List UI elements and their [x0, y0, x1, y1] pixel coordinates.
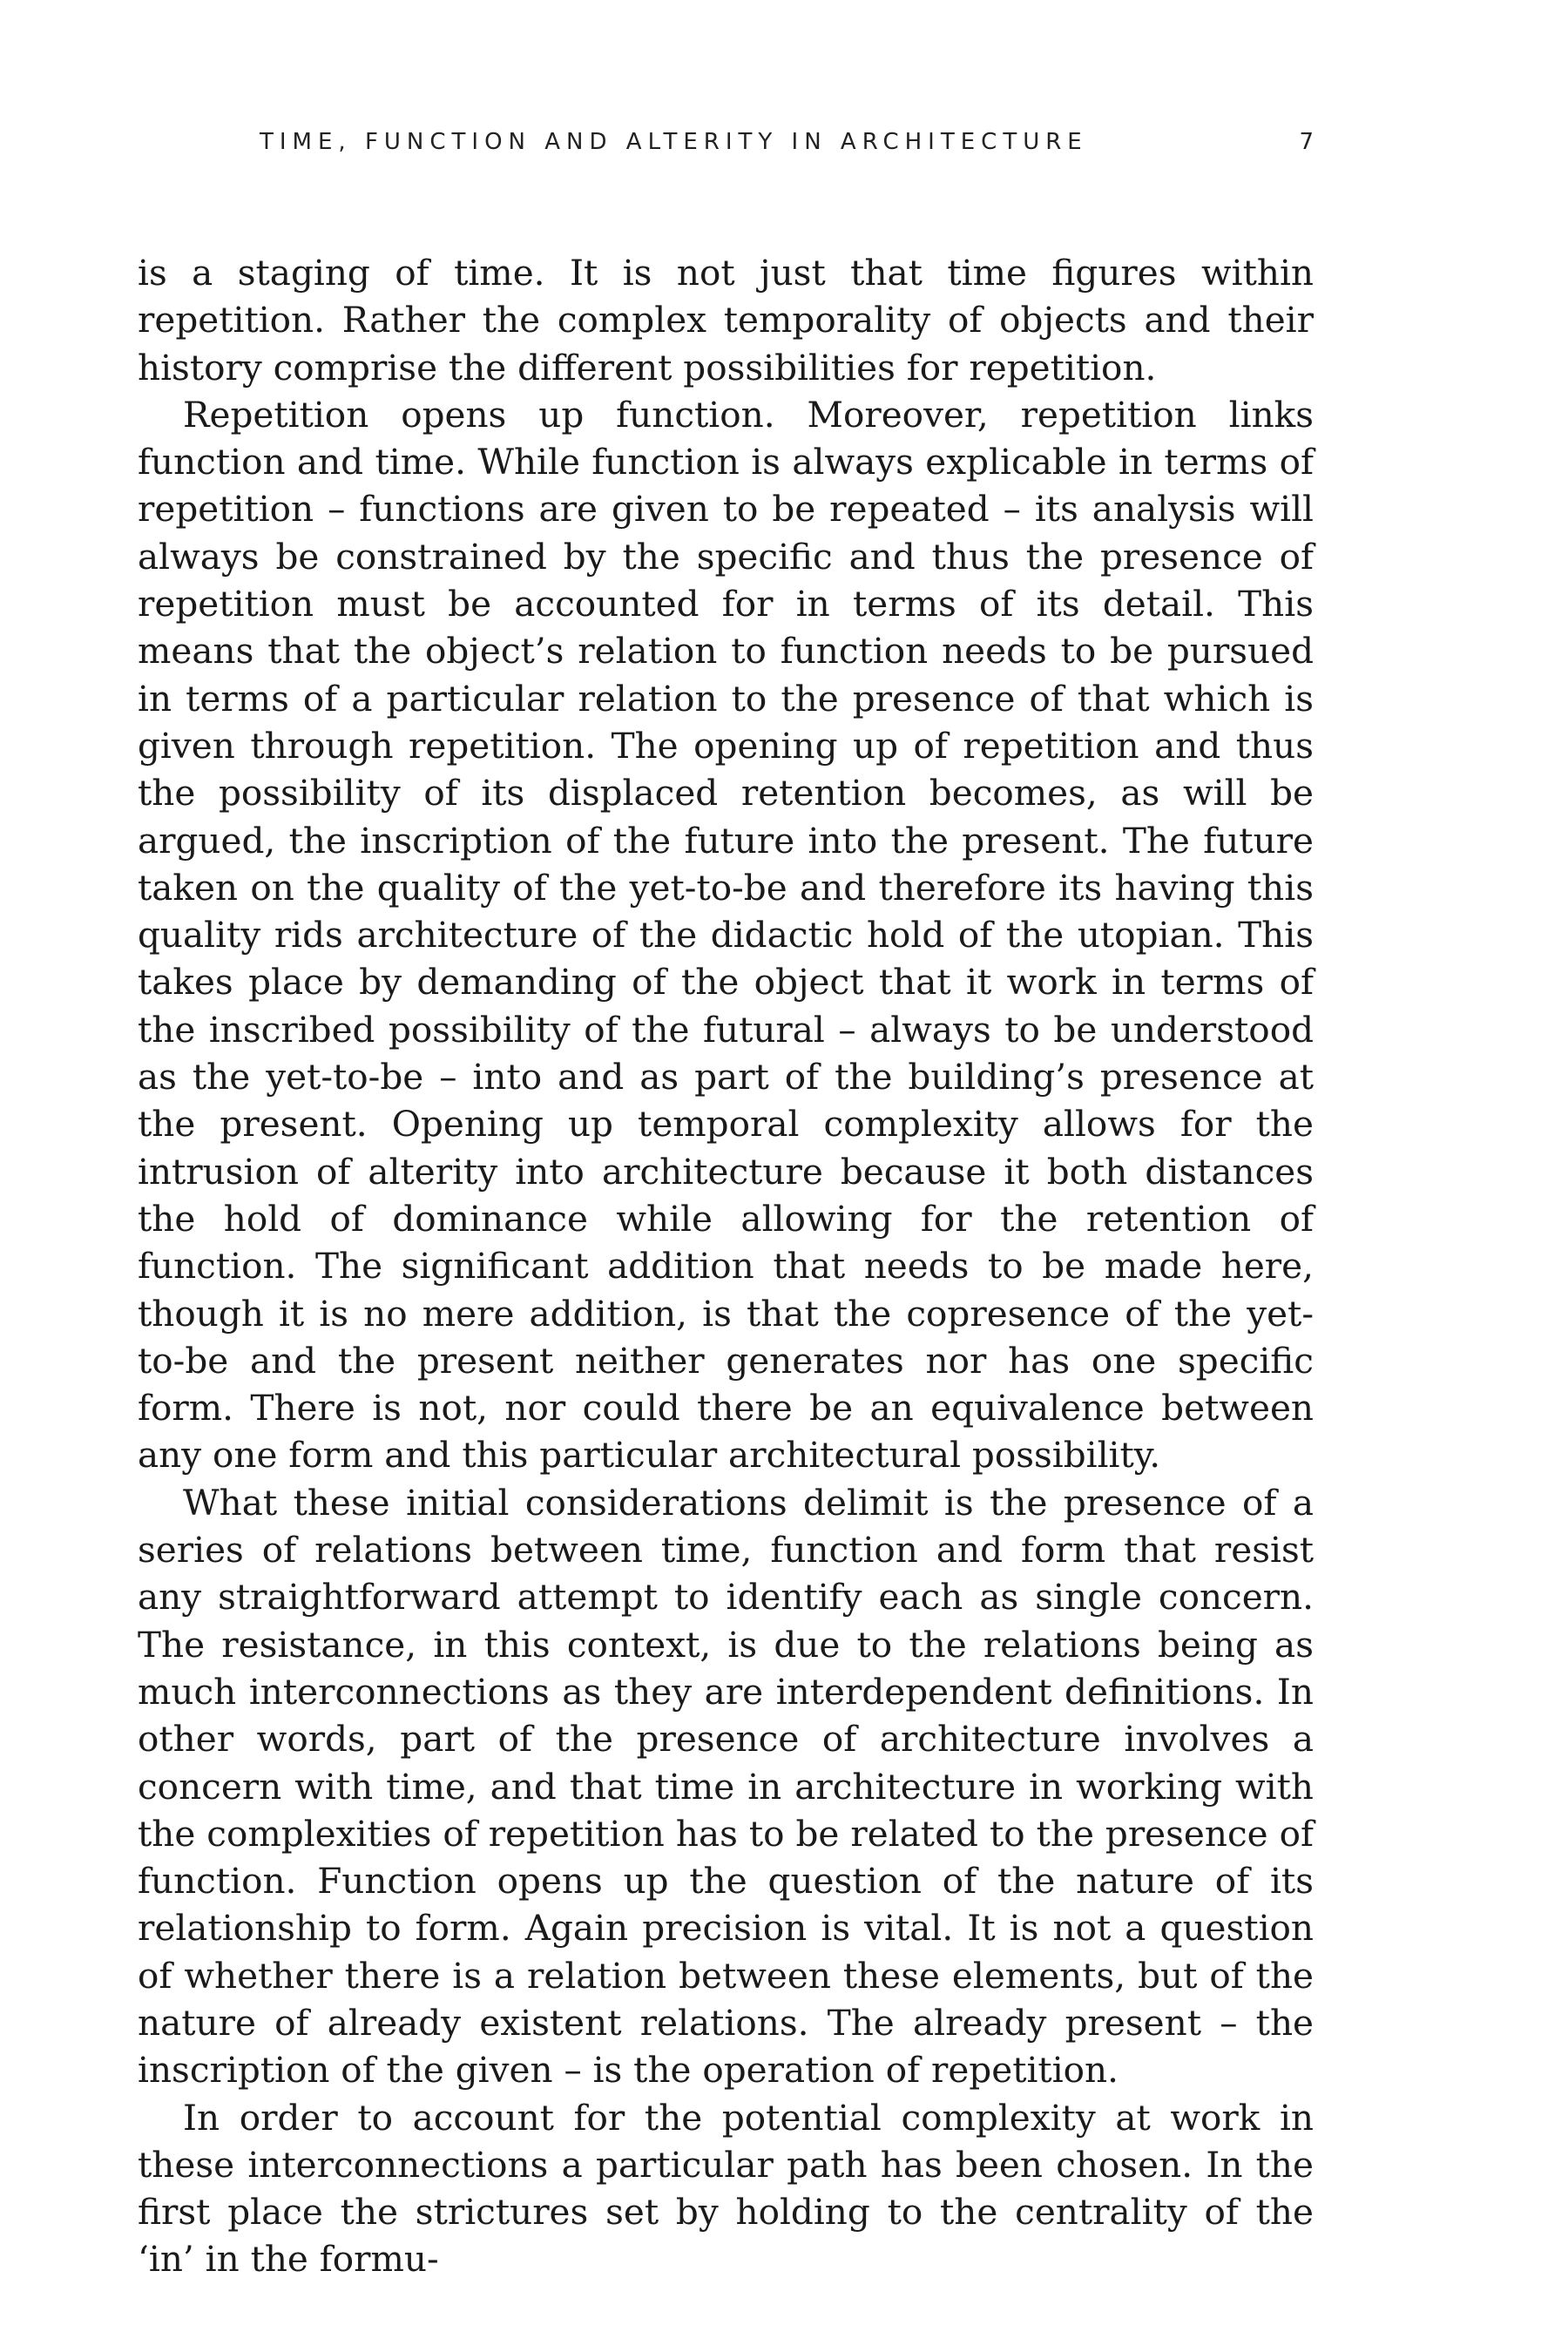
paragraph-repetition-function: Repetition opens up function. Moreover, repetition links function and time. While function is always explicable in terms of repetition – functions are given to be repeated – its analysis will always be constrained by the specific and thus the presence of repetition must be accounted for in terms of its detail. This means that the object’s relation to function needs to be pursued in terms of a particular relation to the presence of that which is given through repetition. The opening up of repetition and thus the possibility of its displaced retention becomes, as will be argued, the inscription of the future into the present. The future taken on the quality of the yet-to-be and therefore its having this quality rids architecture of the didactic hold of the utopian. This takes place by demanding of the object that it work in terms of the inscribed possibility of the futural – always to be understood as the yet-to-be – into and as part of the building’s presence at the present. Opening up temporal complexity allows for the intrusion of alterity into architecture because it both distances the hold of dominance while allowing for the retention of function. The significant addition that needs to be made here, though it is no mere addition, is that the copresence of the yet-to-be and the present neither generates nor has one specific form. There is not, nor could there be an equivalence between any one form and this particular architectural possibility. — [138, 393, 1314, 1477]
running-header — [138, 129, 1314, 164]
running-title: TIME, FUNCTION AND ALTERITY IN ARCHITECTURE — [260, 129, 1088, 155]
page-number: 7 — [1299, 129, 1314, 155]
paragraph-potential-complexity: In order to account for the potential complexity at work in these interconnections a particular path has been chosen. In the first place the strictures set by holding to the centrality of the ‘in’ in the formu- — [138, 2096, 1314, 2281]
paragraph-continued: is a staging of time. It is not just that time figures within repetition. Rather the complex temporality of objects and their history comprise the different possibilities for repetition. — [138, 252, 1314, 389]
body-text — [138, 249, 1314, 2283]
paragraph-initial-considerations: What these initial considerations delimit is the presence of a series of relations between time, function and form that resist any straightforward attempt to identify each as single concern. The resistance, in this context, is due to the relations being as much interconnections as they are interdependent definitions. In other words, part of the presence of architecture involves a concern with time, and that time in architecture in working with the complexities of repetition has to be related to the presence of function. Function opens up the question of the nature of its relationship to form. Again precision is vital. It is not a question of whether there is a relation between these elements, but of the nature of already existent relations. The already present – the inscription of the given – is the operation of repetition. — [138, 1481, 1314, 2092]
